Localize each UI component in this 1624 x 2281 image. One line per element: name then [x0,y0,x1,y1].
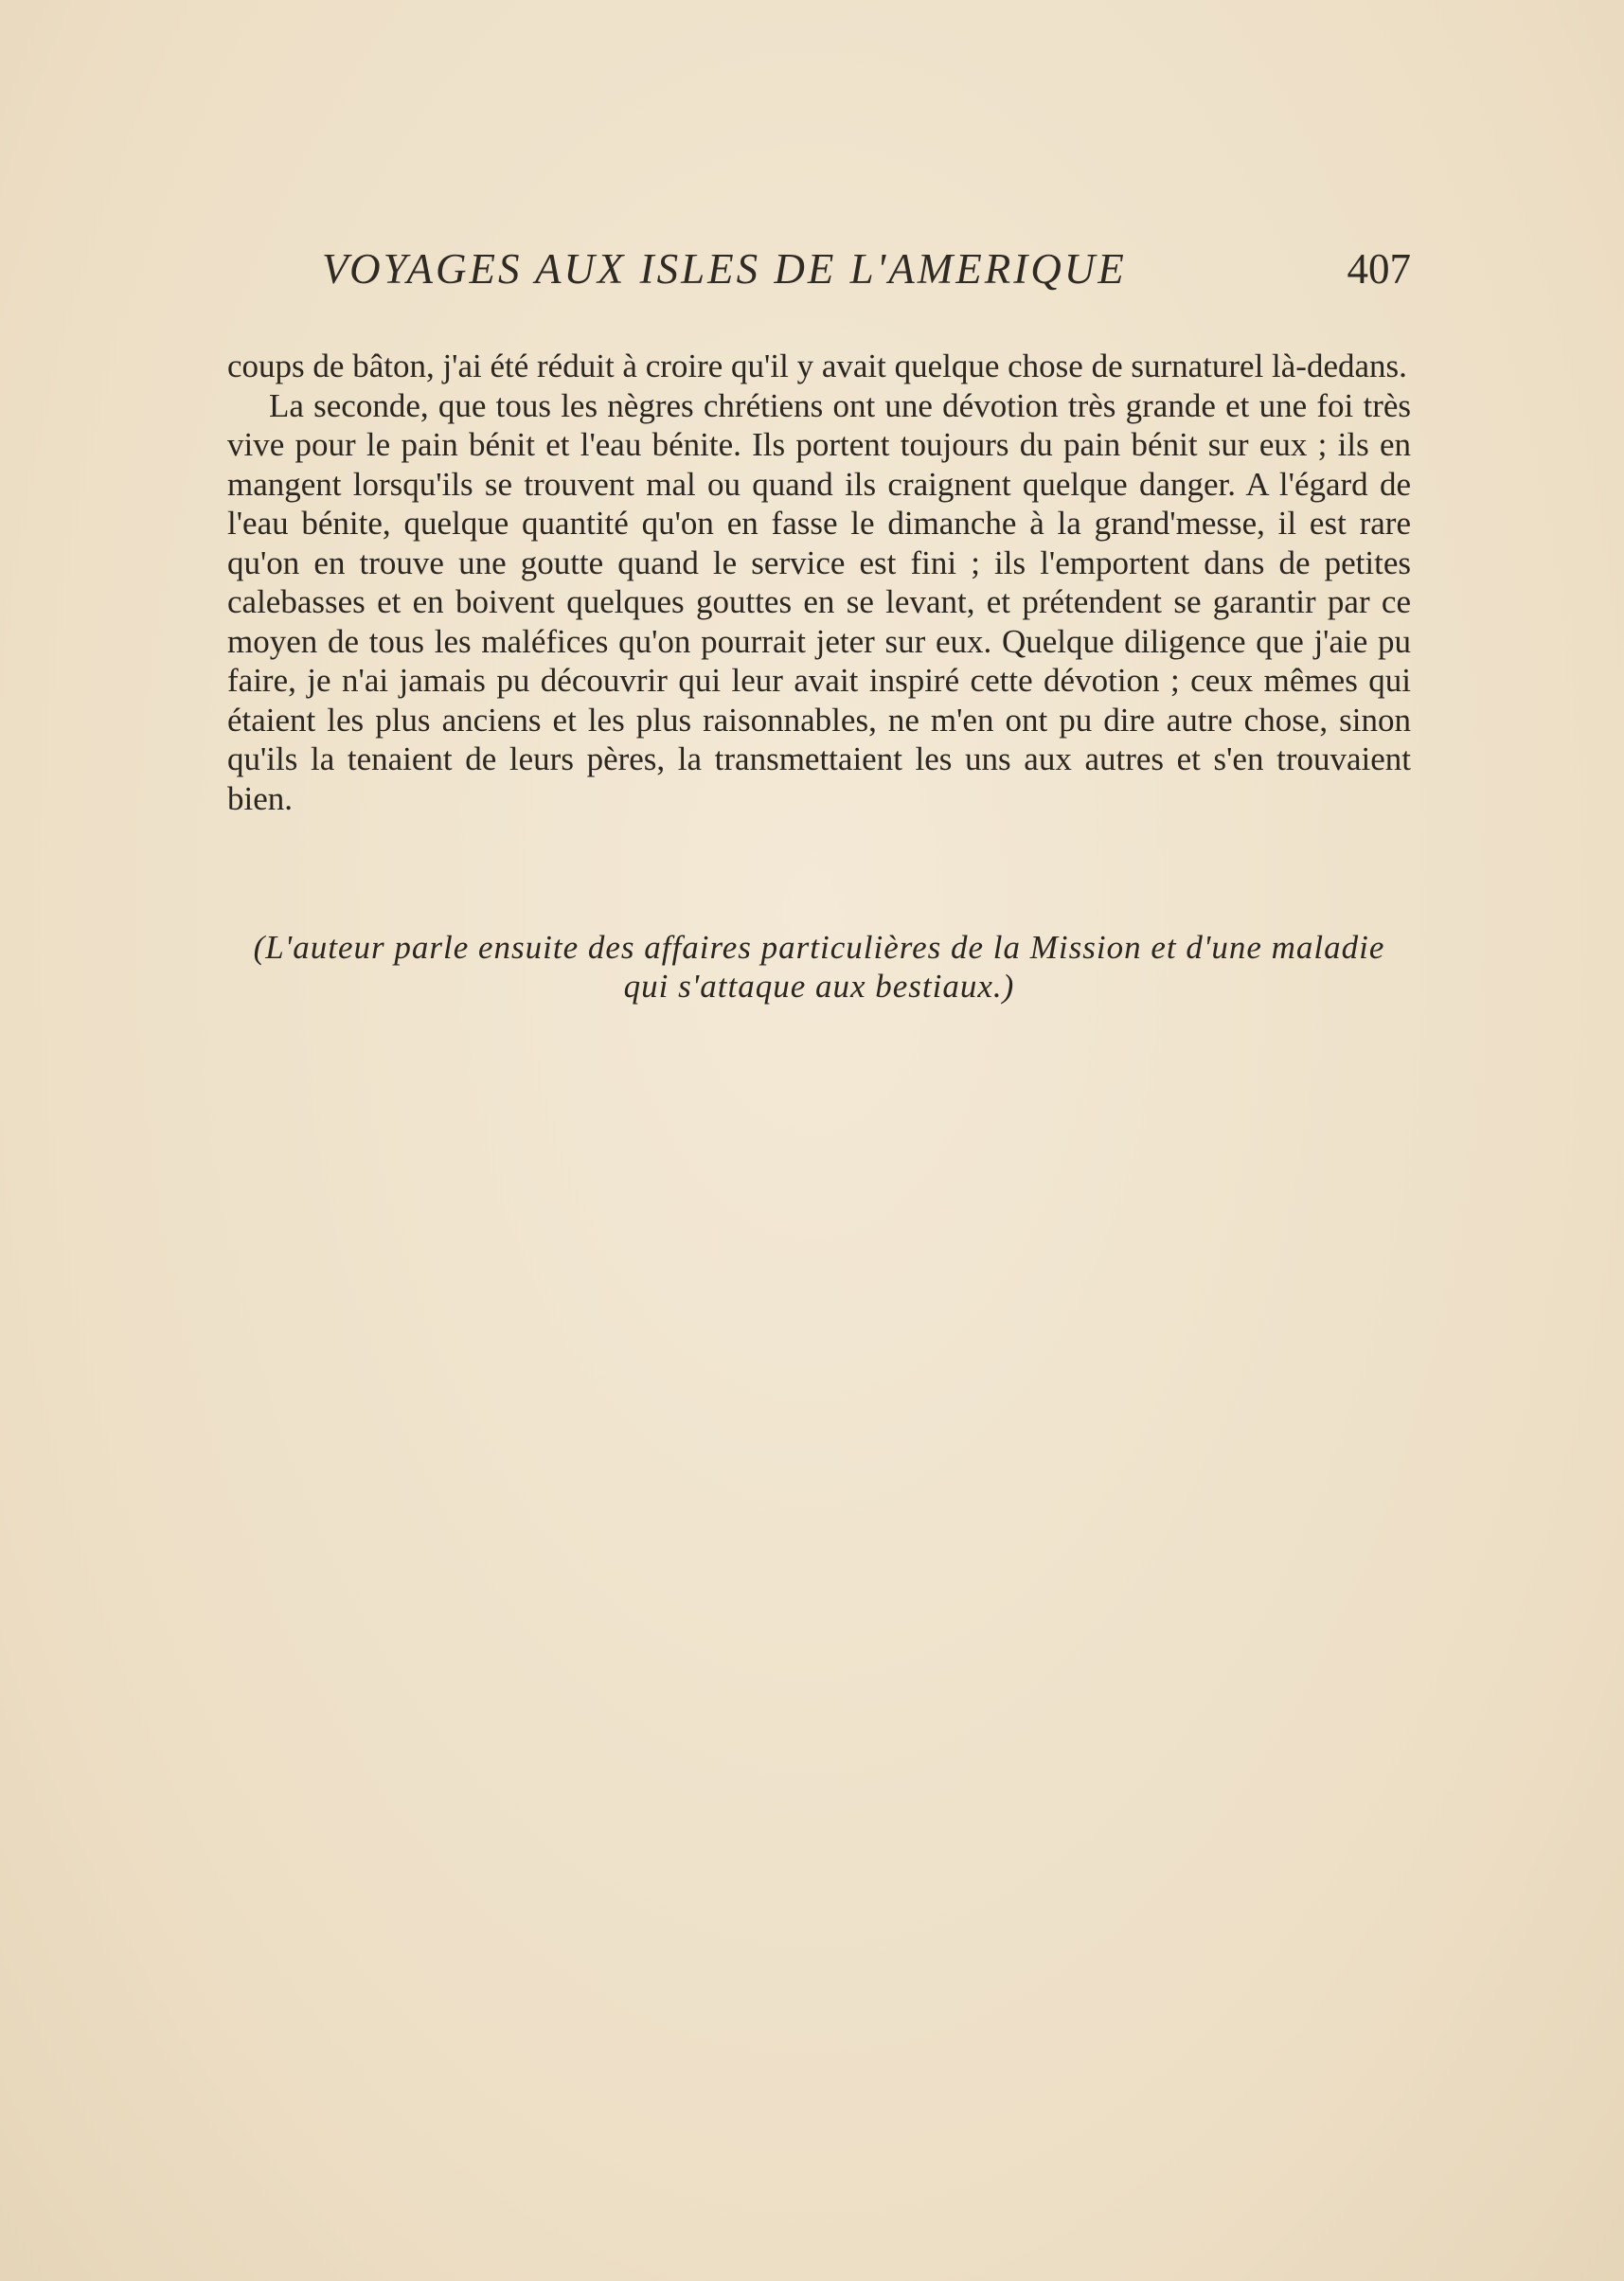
editor-note: (L'auteur parle ensuite des affaires particulières de la Mission et d'une maladie qui s'attaque aux bestiaux.) [253,929,1385,1005]
page-number: 407 [1347,245,1411,293]
body-text [227,347,1411,818]
paragraph-continuation: coups de bâton, j'ai été réduit à croire qu'il y avait quelque chose de surnaturel là-dedans. [227,347,1407,384]
paragraph: La seconde, que tous les nègres chrétiens ont une dévotion très grande et une foi très vive pour le pain bénit et l'eau bénite. Ils portent toujours du pain bénit sur eux ; ils en mangent lorsqu'ils se trouvent mal ou quand ils craignent quelque danger. A l'égard de l'eau bénite, quelque quantité qu'on en fasse le dimanche à la grand'messe, il est rare qu'on en trouve une goutte quand le service est fini ; ils l'emportent dans de petites calebasses et en boivent quelques gouttes en se levant, et prétendent se garantir par ce moyen de tous les maléfices qu'on pourrait jeter sur eux. Quelque diligence que j'aie pu faire, je n'ai jamais pu découvrir qui leur avait inspiré cette dévotion ; ceux mêmes qui étaient les plus anciens et les plus raisonnables, ne m'en ont pu dire autre chose, sinon qu'ils la tenaient de leurs pères, la transmettaient les uns aux autres et s'en trouvaient bien. [227,386,1411,817]
running-title: VOYAGES AUX ISLES DE L'AMERIQUE [322,245,1127,293]
running-head [322,244,1411,311]
